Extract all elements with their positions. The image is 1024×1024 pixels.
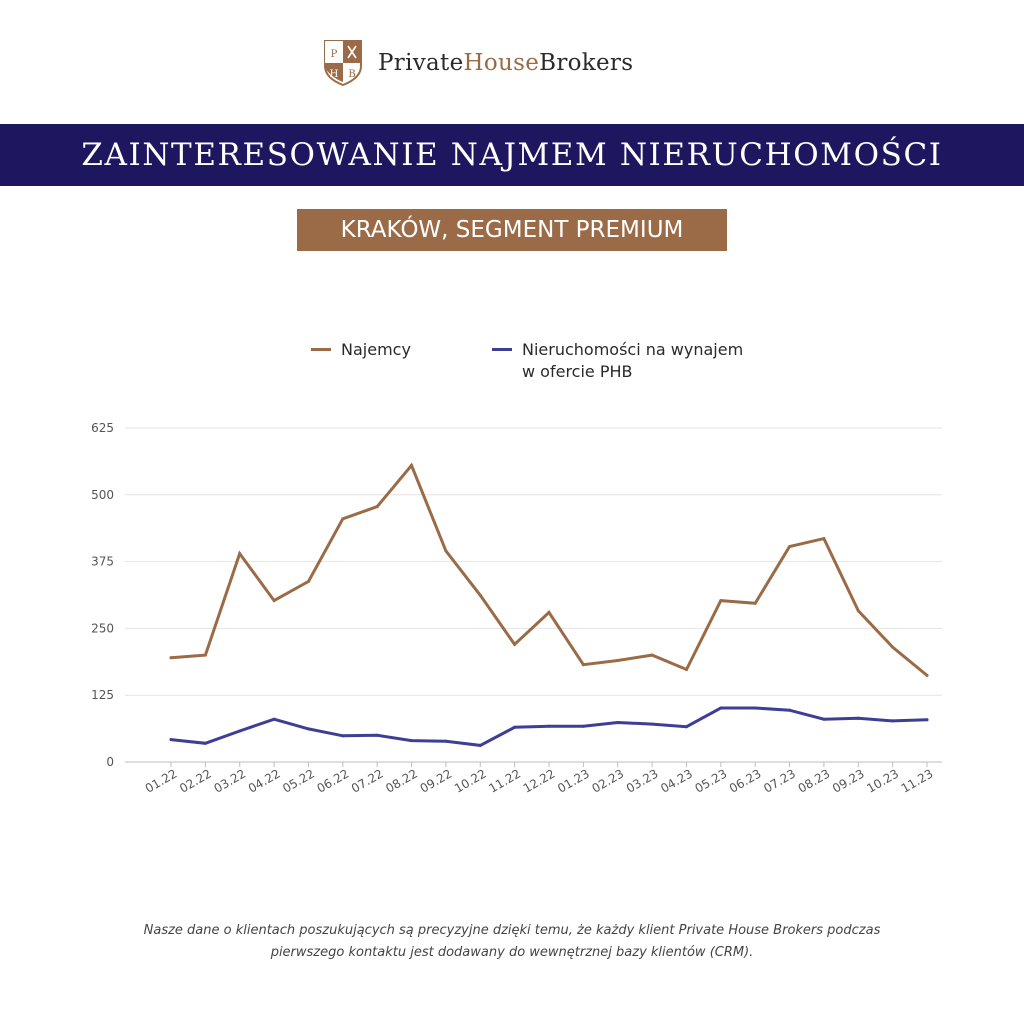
x-tick-label: 01.23: [555, 766, 592, 796]
data-point: [616, 721, 619, 724]
x-tick-label: 08.23: [795, 766, 833, 796]
data-point: [651, 654, 654, 657]
data-point: [479, 744, 482, 747]
data-point: [685, 668, 688, 671]
data-point: [616, 659, 619, 662]
x-tick-label: 08.22: [383, 766, 421, 796]
legend-label-najemcy: Najemcy: [341, 340, 411, 359]
data-point: [444, 740, 447, 743]
data-point: [719, 599, 722, 602]
data-point: [170, 656, 173, 659]
series-line-1: [171, 465, 927, 675]
page-title: ZAINTERESOWANIE NAJMEM NIERUCHOMOŚCI: [81, 137, 943, 173]
logo-letter-p: P: [330, 49, 338, 60]
x-tick-label: 10.22: [452, 766, 489, 796]
x-tick-label: 10.23: [864, 766, 902, 796]
data-point: [410, 464, 413, 467]
subtitle-badge: KRAKÓW, SEGMENT PREMIUM: [297, 209, 727, 251]
brand-name-private: Private: [378, 50, 464, 76]
y-tick-label: 125: [91, 688, 114, 703]
footnote-line-1: Nasze dane o klientach poszukujących są precyzyjne dzięki temu, że każdy klient Private House Brokers podczas: [143, 923, 881, 938]
data-point: [341, 734, 344, 737]
data-point: [926, 674, 929, 677]
data-point: [719, 707, 722, 710]
data-point: [582, 663, 585, 666]
data-point: [857, 609, 860, 612]
data-point: [444, 549, 447, 552]
x-tick-label: 07.23: [761, 766, 799, 796]
x-tick-label: 03.23: [623, 766, 661, 796]
data-point: [307, 580, 310, 583]
data-point: [376, 505, 379, 508]
x-tick-label: 11.22: [486, 766, 524, 796]
data-point: [376, 734, 379, 737]
x-tick-label: 06.23: [726, 766, 764, 796]
data-point: [479, 594, 482, 597]
brand-name-house: House: [463, 50, 540, 76]
data-point: [926, 718, 929, 721]
data-point: [754, 602, 757, 605]
data-point: [685, 725, 688, 728]
x-tick-label: 03.22: [211, 766, 249, 796]
data-point: [857, 717, 860, 720]
data-point: [582, 725, 585, 728]
y-tick-label: 375: [91, 554, 114, 569]
data-point: [170, 738, 173, 741]
x-tick-label: 05.22: [280, 766, 317, 796]
logo-letter-h: H: [329, 69, 339, 80]
x-tick-label: 05.23: [692, 766, 730, 796]
x-tick-label: 02.23: [589, 766, 627, 796]
x-tick-label: 06.22: [314, 766, 352, 796]
y-tick-label: 0: [106, 755, 114, 769]
data-point: [513, 726, 516, 729]
data-point: [891, 646, 894, 649]
data-point: [238, 552, 241, 555]
data-point: [273, 599, 276, 602]
data-point: [307, 727, 310, 730]
x-tick-label: 02.22: [177, 766, 214, 796]
x-tick-label: 04.23: [658, 766, 695, 796]
data-point: [513, 643, 516, 646]
data-point: [891, 719, 894, 722]
y-tick-label: 625: [91, 421, 114, 435]
y-tick-label: 500: [91, 487, 114, 502]
data-point: [204, 654, 207, 657]
legend-label-line-1: Nieruchomości na wynajem: [522, 340, 744, 359]
data-point: [754, 707, 757, 710]
data-point: [788, 709, 791, 712]
x-tick-label: 11.23: [898, 766, 936, 796]
data-point: [548, 725, 551, 728]
data-point: [822, 718, 825, 721]
data-point: [238, 730, 241, 733]
x-tick-label: 09.22: [417, 766, 455, 796]
data-point: [273, 718, 276, 721]
footnote: [0, 920, 1024, 964]
data-point: [204, 742, 207, 745]
x-tick-label: 04.22: [245, 766, 283, 796]
data-point: [822, 537, 825, 540]
x-tick-label: 01.22: [142, 766, 180, 796]
data-point: [410, 739, 413, 742]
data-point: [548, 611, 551, 614]
logo-letter-b: B: [348, 69, 356, 80]
data-point: [341, 517, 344, 520]
x-tick-label: 09.23: [830, 766, 867, 796]
data-point: [788, 545, 791, 548]
x-tick-label: 12.22: [520, 766, 558, 796]
legend-label-line-2: w ofercie PHB: [522, 362, 633, 381]
brand-name-brokers: Brokers: [539, 50, 634, 76]
footnote-line-2: pierwszego kontaktu jest dodawany do wewnętrznej bazy klientów (CRM).: [270, 945, 754, 960]
data-point: [651, 723, 654, 726]
x-tick-label: 07.22: [348, 766, 386, 796]
y-tick-label: 250: [91, 621, 114, 636]
